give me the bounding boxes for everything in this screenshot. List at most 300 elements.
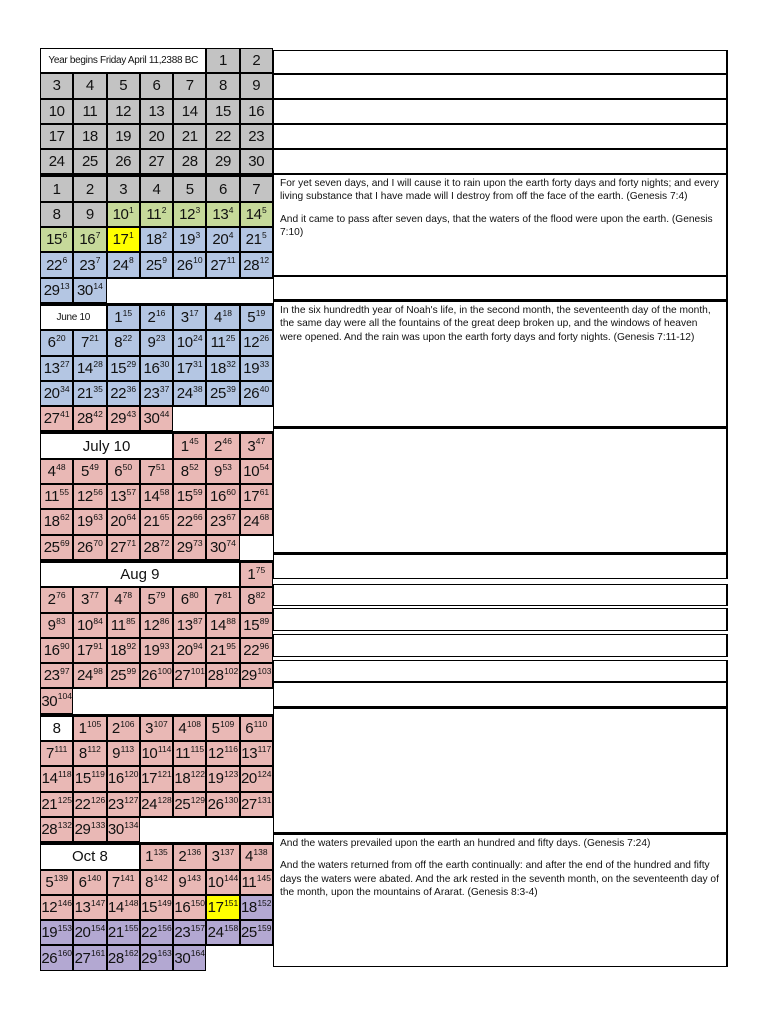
day-cell [206,356,239,381]
day-cell [206,252,239,277]
day-cell [240,716,273,741]
day-cell [206,227,239,252]
day-number: 23 [107,795,124,813]
day-number: 25 [210,385,226,402]
flood-day-count: 160 [57,948,72,959]
day-cell [240,356,273,381]
calendar-row [40,149,273,174]
calendar-row [40,920,273,945]
day-number: 30 [210,538,226,556]
day-number: 26 [243,385,260,402]
day-cell [73,945,106,970]
day-cell [73,330,106,355]
flood-day-count: 101 [190,666,205,677]
note-box [273,50,728,74]
day-cell [107,99,140,124]
day-cell [240,844,273,869]
flood-day-count: 57 [126,487,137,498]
flood-day-count: 114 [157,744,172,755]
note-prevailed [273,833,728,967]
day-cell [107,587,140,612]
day-number: 23 [210,513,226,531]
flood-day-count: 25 [225,333,236,344]
calendar-row [40,124,273,149]
day-number: 14 [245,205,262,223]
day-cell [173,305,206,330]
day-number: 9 [252,77,261,95]
calendar-row [40,48,273,73]
day-cell [107,741,140,766]
day-number: 27 [43,410,60,428]
day-cell [140,124,173,149]
day-number: 9 [47,616,56,634]
empty-cell [173,406,273,431]
day-number: 29 [176,538,193,556]
day-cell [140,459,173,484]
day-cell [206,381,239,406]
note-box [273,660,728,682]
day-cell [40,920,73,945]
day-number: 2 [147,309,156,327]
day-cell [240,741,273,766]
day-cell [173,381,206,406]
day-number: 13 [176,616,193,634]
day-cell [206,99,239,124]
calendar-row [40,99,273,124]
calendar-row [40,638,273,663]
day-cell [240,202,273,227]
day-number: 14 [107,898,124,916]
note-genesis-7-4: For yet seven days, and I will cause it to rain upon the earth forty days and forty nights; and every living substance that I have made will I destroy from off the face of the earth. (Genesis 7:4) [280,178,719,203]
day-cell [173,176,206,201]
day-number: 14 [143,488,160,506]
day-cell [73,176,106,201]
day-cell [140,895,173,920]
flood-day-count: 142 [153,872,168,883]
day-cell [107,663,140,688]
day-number: 18 [81,128,98,146]
day-number: 21 [210,641,226,659]
flood-day-count: 31 [193,358,203,369]
flood-day-count: 43 [126,409,137,420]
day-cell [140,149,173,174]
day-number: 7 [111,873,120,891]
flood-day-count: 22 [122,333,133,344]
day-cell [107,176,140,201]
day-number: 7 [80,334,89,352]
day-cell [73,356,106,381]
day-number: 27 [110,538,127,556]
flood-day-count: 21 [89,333,99,344]
day-number: 8 [247,591,256,609]
day-cell [173,613,206,638]
flood-day-count: 109 [220,718,235,729]
day-number: 14 [181,102,198,120]
day-number: 8 [52,205,61,223]
empty-cell [107,278,273,303]
day-cell [140,920,173,945]
flood-day-count: 30 [159,358,170,369]
flood-day-count: 7 [95,255,101,266]
day-cell [206,663,239,688]
flood-day-count: 145 [256,872,271,883]
day-cell [40,381,73,406]
day-number: 27 [148,153,165,171]
day-cell [73,278,106,303]
flood-day-count: 151 [224,897,239,908]
month-label: Year begins Friday April 11,2388 BC [40,48,206,73]
day-cell [206,509,239,534]
day-cell [73,741,106,766]
day-cell [206,895,239,920]
calendar-row [40,613,273,638]
day-cell [173,509,206,534]
day-cell [40,716,73,741]
flood-day-count: 90 [60,640,70,651]
day-number: 4 [152,180,161,198]
note-box [273,427,728,553]
day-number: 27 [210,256,227,274]
day-number: 14 [210,616,226,634]
day-cell [140,613,173,638]
day-number: 18 [210,359,226,377]
flood-day-count: 12 [259,255,270,266]
note-box [273,682,728,707]
flood-day-count: 97 [60,666,70,677]
day-cell [173,920,206,945]
flood-day-count: 74 [226,537,236,548]
day-cell [40,149,73,174]
day-cell [173,945,206,970]
day-number: 16 [210,488,226,506]
day-cell [240,176,273,201]
day-number: 16 [43,641,60,659]
day-cell [173,484,206,509]
day-cell [40,945,73,970]
day-number: 10 [76,616,93,634]
flood-day-count: 154 [91,923,106,934]
day-number: 15 [215,102,231,120]
day-cell [40,227,73,252]
day-cell [40,330,73,355]
day-number: 18 [240,898,257,916]
day-cell [140,202,173,227]
day-number: 21 [143,513,160,531]
day-number: 9 [178,873,187,891]
flood-day-count: 27 [60,358,70,369]
day-cell [107,381,140,406]
day-cell [107,895,140,920]
flood-day-count: 26 [259,333,270,344]
day-number: 11 [241,873,257,891]
flood-day-count: 117 [257,744,272,755]
calendar-row [40,688,273,713]
day-number: 16 [248,102,265,120]
flood-day-count: 3 [195,230,201,241]
day-number: 30 [143,410,160,428]
flood-day-count: 134 [124,819,139,830]
day-number: 2 [214,437,222,455]
day-cell [73,149,106,174]
flood-day-count: 32 [226,358,236,369]
day-cell [140,638,173,663]
day-cell [107,406,140,431]
day-cell [40,638,73,663]
flood-day-count: 100 [157,666,172,677]
flood-day-count: 106 [120,718,135,729]
day-number: 28 [107,949,124,967]
day-number: 28 [181,153,198,171]
day-cell [206,149,239,174]
day-cell [40,252,73,277]
note-box [273,634,728,657]
day-number: 1 [145,848,154,866]
calendar-row [40,870,273,895]
flood-day-count: 37 [159,383,170,394]
day-cell [140,305,173,330]
day-number: 7 [214,591,222,609]
day-number: 5 [147,591,156,609]
flood-day-count: 13 [60,280,70,291]
day-number: 6 [245,719,254,737]
day-number: 13 [74,898,91,916]
day-number: 22 [110,385,127,402]
note-box [273,553,728,579]
flood-day-count: 66 [193,512,203,523]
month-label: July 10 [40,433,173,458]
day-cell [73,716,106,741]
flood-day-count: 126 [91,794,106,805]
note-box [273,74,728,99]
day-cell [107,920,140,945]
flood-day-count: 60 [226,487,236,498]
flood-day-count: 49 [89,461,99,472]
day-cell [73,895,106,920]
day-cell [140,509,173,534]
day-cell [240,48,273,73]
day-cell [206,73,239,98]
flood-day-count: 129 [190,794,205,805]
flood-day-count: 121 [157,769,172,780]
day-cell [140,716,173,741]
day-number: 30 [248,153,265,171]
flood-day-count: 144 [224,872,239,883]
day-cell [140,587,173,612]
day-number: 3 [145,719,154,737]
calendar-row [40,484,273,509]
day-number: 23 [143,385,160,402]
day-number: 17 [243,488,260,506]
empty-cell [206,945,273,970]
day-number: 17 [141,770,158,788]
flood-day-count: 146 [57,897,72,908]
calendar-row [40,381,273,406]
flood-day-count: 163 [157,948,172,959]
day-number: 2 [85,180,94,198]
calendar-row [40,587,273,612]
flood-day-count: 108 [186,718,202,729]
day-number: 18 [43,513,60,531]
flood-day-count: 69 [60,537,70,548]
day-cell [206,202,239,227]
day-number: 24 [76,667,93,685]
flood-day-count: 87 [193,615,203,626]
day-cell [107,124,140,149]
flood-day-count: 62 [60,512,70,523]
calendar-row [40,945,273,970]
day-cell [173,459,206,484]
flood-day-count: 54 [259,461,270,472]
flood-day-count: 150 [190,897,205,908]
day-number: 5 [80,462,89,480]
day-cell [206,792,239,817]
day-cell [140,792,173,817]
flood-day-count: 11 [226,255,236,266]
day-cell [240,613,273,638]
flood-day-count: 130 [224,794,239,805]
flood-day-count: 14 [93,280,103,291]
day-number: 23 [43,667,60,685]
day-cell [206,716,239,741]
day-number: 12 [179,205,196,223]
flood-day-count: 44 [159,409,170,420]
day-number: 13 [241,745,258,763]
day-cell [206,330,239,355]
day-number: 10 [243,462,260,480]
day-number: 24 [176,385,193,402]
day-cell [173,202,206,227]
flood-day-count: 20 [56,333,66,344]
flood-day-count: 68 [259,512,270,523]
flood-day-count: 3 [195,204,201,215]
day-number: 6 [218,180,227,198]
day-cell [240,459,273,484]
day-number: 7 [147,462,156,480]
flood-day-count: 35 [93,383,103,394]
day-number: 11 [44,488,60,506]
calendar-row [40,406,273,431]
day-number: 10 [207,873,224,891]
day-number: 3 [180,309,189,327]
day-cell [240,252,273,277]
day-cell [73,406,106,431]
day-number: 5 [247,309,256,327]
day-cell [73,484,106,509]
flood-day-count: 39 [226,383,236,394]
day-number: 8 [145,873,154,891]
day-number: 26 [76,538,93,556]
day-cell [107,535,140,560]
flood-day-count: 2 [162,230,167,241]
day-number: 16 [107,770,124,788]
day-number: 21 [107,924,124,942]
day-number: 13 [148,102,165,120]
flood-day-count: 10 [193,255,203,266]
day-cell [240,766,273,791]
flood-day-count: 18 [222,307,232,318]
day-number: 20 [74,924,91,942]
day-number: 8 [52,719,61,737]
flood-day-count: 73 [193,537,203,548]
flood-day-count: 116 [224,744,238,755]
day-cell [140,356,173,381]
calendar-row [40,278,273,303]
day-cell [240,484,273,509]
day-cell [173,638,206,663]
day-cell [240,330,273,355]
day-number: 26 [41,949,58,967]
day-cell [240,587,273,612]
day-number: 29 [141,949,158,967]
day-cell [73,252,106,277]
calendar-row [40,817,273,842]
day-cell [40,484,73,509]
day-number: 19 [76,513,93,531]
day-number: 22 [243,641,260,659]
day-cell [173,792,206,817]
flood-day-count: 80 [189,590,199,601]
day-cell [173,124,206,149]
day-cell [173,252,206,277]
day-cell [240,638,273,663]
day-cell [107,766,140,791]
day-cell [73,99,106,124]
day-number: 20 [148,128,165,146]
flood-day-count: 99 [126,666,137,677]
day-number: 20 [176,641,193,659]
day-number: 28 [207,667,224,685]
day-number: 3 [247,437,256,455]
day-number: 30 [76,281,93,299]
calendar-row [40,895,273,920]
flood-day-count: 148 [124,897,139,908]
day-cell [240,433,273,458]
day-number: 10 [112,205,129,223]
day-cell [73,817,106,842]
flood-day-count: 38 [193,383,203,394]
flood-day-count: 133 [91,819,106,830]
day-cell [73,124,106,149]
day-number: 28 [41,821,58,839]
flood-day-count: 19 [255,307,266,318]
flood-day-count: 4 [228,204,234,215]
calendar-grid [40,48,273,971]
day-cell [107,202,140,227]
day-number: 29 [74,821,91,839]
calendar-row [40,842,273,869]
day-cell [206,870,239,895]
day-number: 3 [119,180,128,198]
day-number: 15 [110,359,127,377]
day-number: 2 [111,719,120,737]
day-number: 6 [180,591,189,609]
calendar-row [40,174,273,201]
day-cell [206,587,239,612]
day-number: 26 [176,256,193,274]
day-cell [140,73,173,98]
calendar-row [40,202,273,227]
day-number: 14 [41,770,58,788]
day-cell [40,202,73,227]
day-cell [40,356,73,381]
flood-day-count: 85 [126,615,136,626]
day-number: 22 [176,513,193,531]
day-cell [140,741,173,766]
flood-day-count: 40 [259,383,270,394]
note-box [273,124,728,149]
flood-day-count: 15 [122,307,133,318]
day-cell [107,817,140,842]
